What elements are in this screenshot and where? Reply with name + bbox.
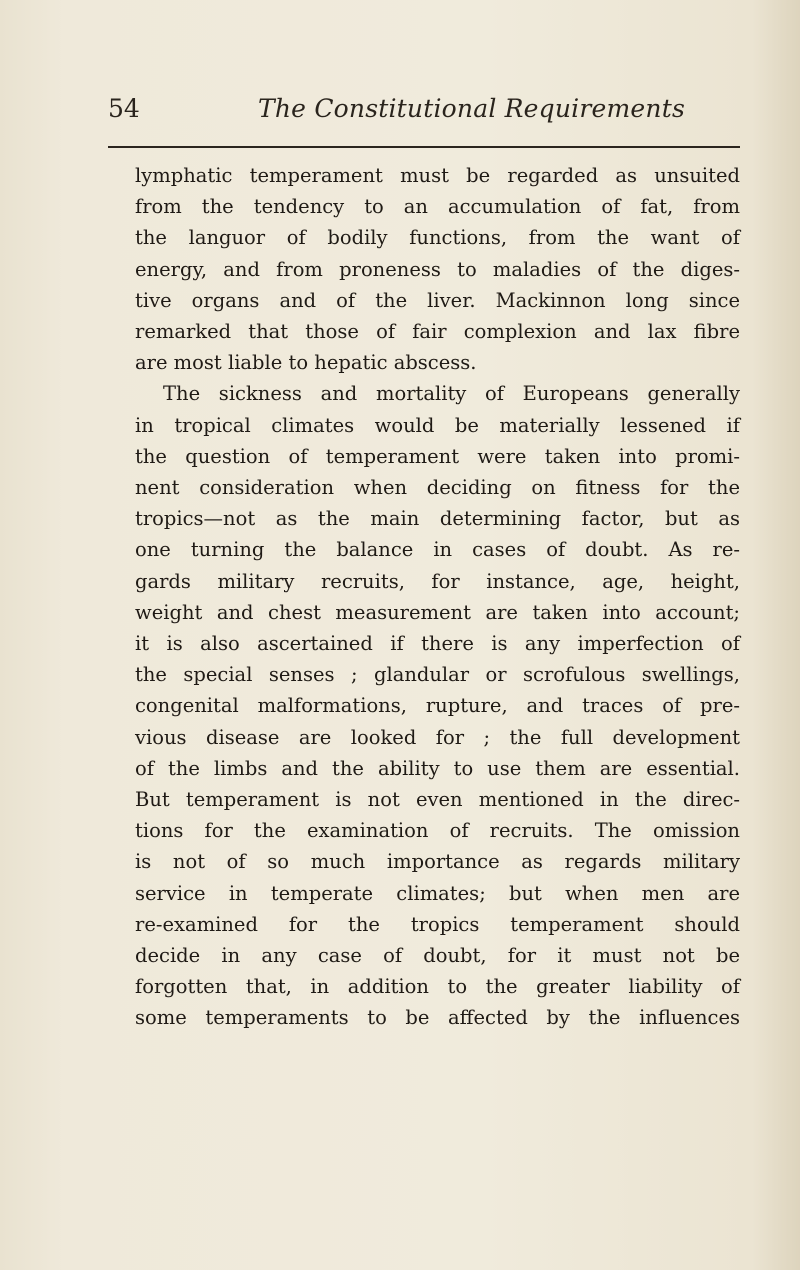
text-line: But temperament is not even mentioned in the direc- (135, 788, 740, 812)
text-line: from the tendency to an accumulation of fat, from (135, 195, 740, 219)
text-line: tive organs and of the liver. Mackinnon long since (135, 288, 740, 312)
text-line: remarked that those of fair complexion and lax fibre (135, 320, 740, 344)
text-line: the special senses ; glandular or scrofulous swellings, (135, 663, 740, 687)
text-line: service in temperate climates; but when men are (135, 881, 740, 905)
text-line: vious disease are looked for ; the full development (135, 725, 740, 749)
page-header (108, 93, 740, 129)
text-line: is not of so much importance as regards military (135, 850, 740, 874)
text-line: lymphatic temperament must be regarded as unsuited (135, 164, 740, 187)
text-line: some temperaments to be affected by the influences (135, 1006, 740, 1030)
text-line: weight and chest measurement are taken into account; (135, 600, 740, 624)
text-line: are most liable to hepatic abscess. (135, 351, 477, 375)
paragraph-start-line: The sickness and mortality of Europeans generally (163, 382, 740, 406)
text-line: decide in any case of doubt, for it must not be (135, 944, 740, 968)
text-line: it is also ascertained if there is any imperfection of (135, 632, 740, 656)
text-line: re-examined for the tropics temperament should (135, 912, 740, 936)
body-text (135, 160, 740, 1034)
text-line: congenital malformations, rupture, and traces of pre- (135, 694, 740, 718)
text-line: tions for the examination of recruits. The omission (135, 819, 740, 843)
text-line: forgotten that, in addition to the greater liability of (135, 975, 740, 999)
text-line: the languor of bodily functions, from the want of (135, 226, 740, 250)
text-line: one turning the balance in cases of doubt. As re- (135, 538, 740, 562)
running-title: The Constitutional Requirements (258, 94, 686, 123)
text-line: nent consideration when deciding on fitness for the (135, 476, 740, 500)
text-line: the question of temperament were taken into promi- (135, 444, 740, 468)
text-line: energy, and from proneness to maladies of the diges- (135, 257, 740, 281)
text-line: gards military recruits, for instance, age, height, (135, 569, 740, 593)
header-rule (108, 146, 740, 148)
text-line: tropics—not as the main determining factor, but as (135, 507, 740, 531)
page-number: 54 (108, 94, 140, 123)
text-line: in tropical climates would be materially lessened if (135, 413, 740, 437)
text-line: of the limbs and the ability to use them are essential. (135, 756, 740, 780)
